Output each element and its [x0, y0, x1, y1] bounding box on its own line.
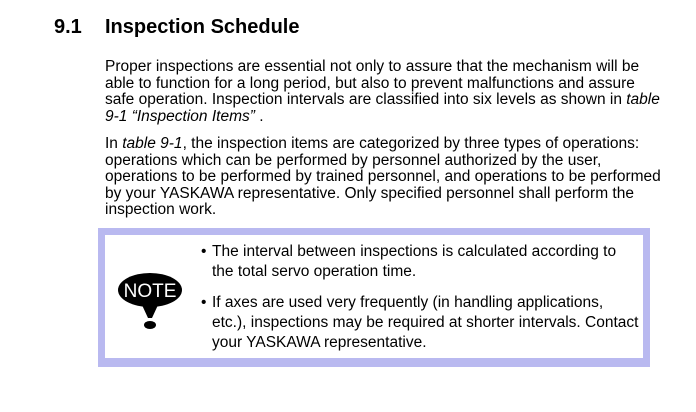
section-number: 9.1 [54, 16, 82, 38]
table-reference: table 9-1 [105, 91, 660, 125]
paragraph-text: . [254, 107, 264, 125]
bullet: • [201, 294, 207, 311]
intro-paragraph [105, 59, 665, 125]
categories-paragraph [105, 136, 665, 219]
note-item [201, 242, 641, 282]
note-icon [115, 272, 185, 332]
note-item-text: If axes are used very frequently (in handling applications, etc.), inspections may be required at shorter intervals. Contact your YASKAWA representative. [212, 294, 639, 351]
note-list [201, 242, 641, 353]
section-title: Inspection Schedule [105, 16, 300, 38]
paragraph-text: , the inspection items are categorized by three types of operations: operations which can be performed by personnel authorized by the user, operations to be performed by trained personnel, and operations to be performed by your YASKAWA representative. Only specified personnel shall perform the inspection work. [105, 135, 661, 218]
table-reference: table 9-1 [122, 135, 183, 152]
bullet: • [201, 243, 207, 260]
paragraph-text: Proper inspections are essential not only to assure that the mechanism will be able to function for a long period, but also to prevent malfunctions and assure safe operation. Inspection intervals are classified into six levels as shown in [105, 58, 640, 108]
note-item [201, 293, 641, 353]
note-icon-label: NOTE [123, 281, 177, 302]
table-title-reference: “Inspection Items” [131, 107, 255, 125]
paragraph-text: In [105, 135, 123, 152]
note-box [98, 228, 650, 367]
note-item-text: The interval between inspections is calculated according to the total servo operation time. [212, 243, 617, 280]
